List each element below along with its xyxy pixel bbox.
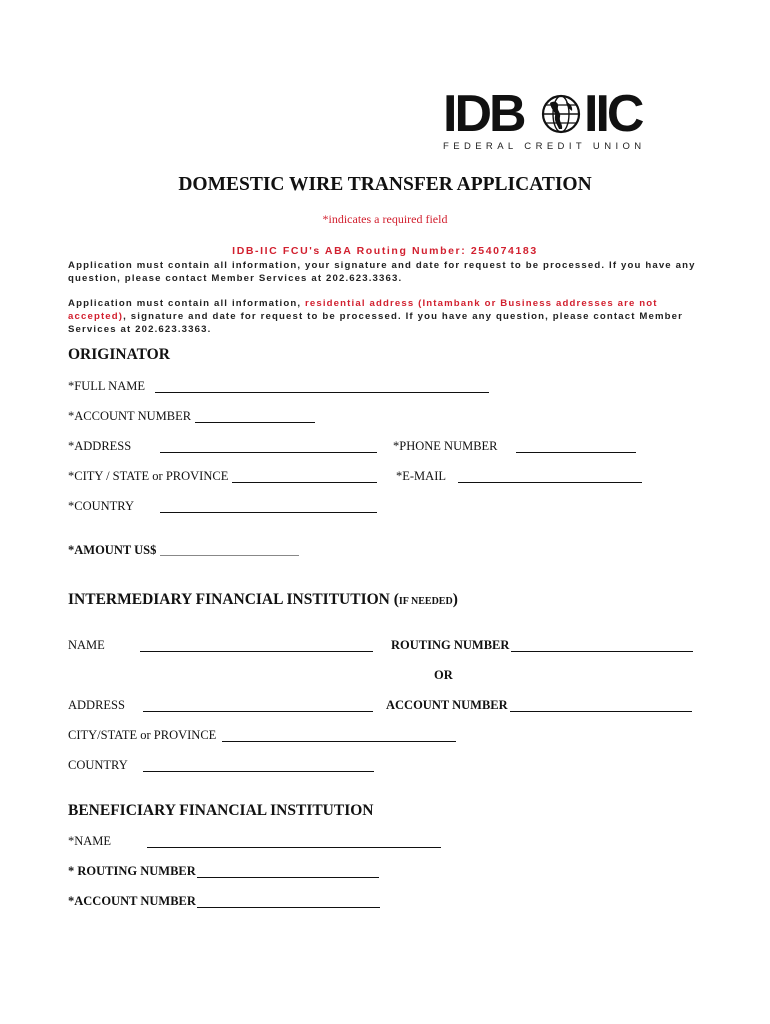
intermediary-account-field[interactable] (510, 711, 692, 712)
originator-phone-field[interactable] (516, 452, 636, 453)
notice-2-address-warning: residential address (Intambank or Business addresses are not accepted) (68, 298, 658, 322)
intermediary-address-field[interactable] (143, 711, 373, 712)
globe-icon (541, 94, 581, 134)
intermediary-city-state-field[interactable] (222, 741, 456, 742)
beneficiary-account-label: *ACCOUNT NUMBER (68, 894, 196, 908)
originator-heading: ORIGINATOR (68, 346, 170, 363)
originator-amount-label: *AMOUNT US$ (68, 543, 157, 557)
intermediary-heading-text: INTERMEDIARY FINANCIAL INSTITUTION ( (68, 591, 399, 608)
intermediary-heading-close: ) (452, 591, 458, 608)
notice-paragraph-1: Application must contain all information, your signature and date for request to be processed. If you have any question, please contact Member Services at 202.623.3363. (68, 260, 696, 284)
originator-address-field[interactable] (160, 452, 377, 453)
originator-email-field[interactable] (458, 482, 642, 483)
logo-subtitle: FEDERAL CREDIT UNION (443, 141, 646, 152)
notice-2-text-b: , signature and date for request to be processed. If you have any question, please contact Member Services at 202.623.3363. (68, 311, 684, 335)
beneficiary-name-label: *NAME (68, 834, 112, 848)
originator-city-state-label: *CITY / STATE or PROVINCE (68, 469, 229, 483)
intermediary-or-label: OR (434, 668, 453, 682)
logo-wordmark-left: IDB (443, 85, 524, 143)
originator-account-number-label: *ACCOUNT NUMBER (68, 409, 192, 423)
form-title: DOMESTIC WIRE TRANSFER APPLICATION (178, 174, 592, 195)
intermediary-name-label: NAME (68, 638, 105, 652)
logo-wordmark-right: IIC (584, 85, 642, 143)
originator-email-label: *E-MAIL (396, 469, 446, 483)
originator-country-label: *COUNTRY (68, 499, 134, 513)
beneficiary-heading: BENEFICIARY FINANCIAL INSTITUTION (68, 802, 374, 819)
originator-phone-label: *PHONE NUMBER (393, 439, 498, 453)
notice-paragraph-2 (68, 297, 708, 336)
credit-union-logo (443, 85, 659, 143)
notice-2-text-a: Application must contain all information, (68, 298, 305, 309)
beneficiary-routing-label: * ROUTING NUMBER (68, 864, 196, 878)
intermediary-account-label: ACCOUNT NUMBER (386, 698, 508, 712)
originator-full-name-label: *FULL NAME (68, 379, 145, 393)
intermediary-city-state-label: CITY/STATE or PROVINCE (68, 728, 217, 742)
intermediary-routing-label: ROUTING NUMBER (391, 638, 510, 652)
intermediary-country-field[interactable] (143, 771, 374, 772)
intermediary-address-label: ADDRESS (68, 698, 125, 712)
originator-address-label: *ADDRESS (68, 439, 132, 453)
beneficiary-routing-field[interactable] (197, 877, 379, 878)
originator-city-state-field[interactable] (232, 482, 377, 483)
intermediary-heading (68, 591, 458, 609)
intermediary-if-needed: IF NEEDED (398, 596, 453, 607)
originator-country-field[interactable] (160, 512, 377, 513)
beneficiary-name-field[interactable] (147, 847, 441, 848)
beneficiary-account-field[interactable] (197, 907, 380, 908)
intermediary-routing-field[interactable] (511, 651, 693, 652)
required-field-note: *indicates a required field (322, 212, 448, 226)
originator-full-name-field[interactable] (155, 392, 489, 393)
originator-amount-field[interactable] (160, 555, 299, 556)
intermediary-country-label: COUNTRY (68, 758, 128, 772)
intermediary-name-field[interactable] (140, 651, 373, 652)
originator-account-number-field[interactable] (195, 422, 315, 423)
aba-routing-line: IDB-IIC FCU's ABA Routing Number: 254074183 (232, 245, 538, 257)
